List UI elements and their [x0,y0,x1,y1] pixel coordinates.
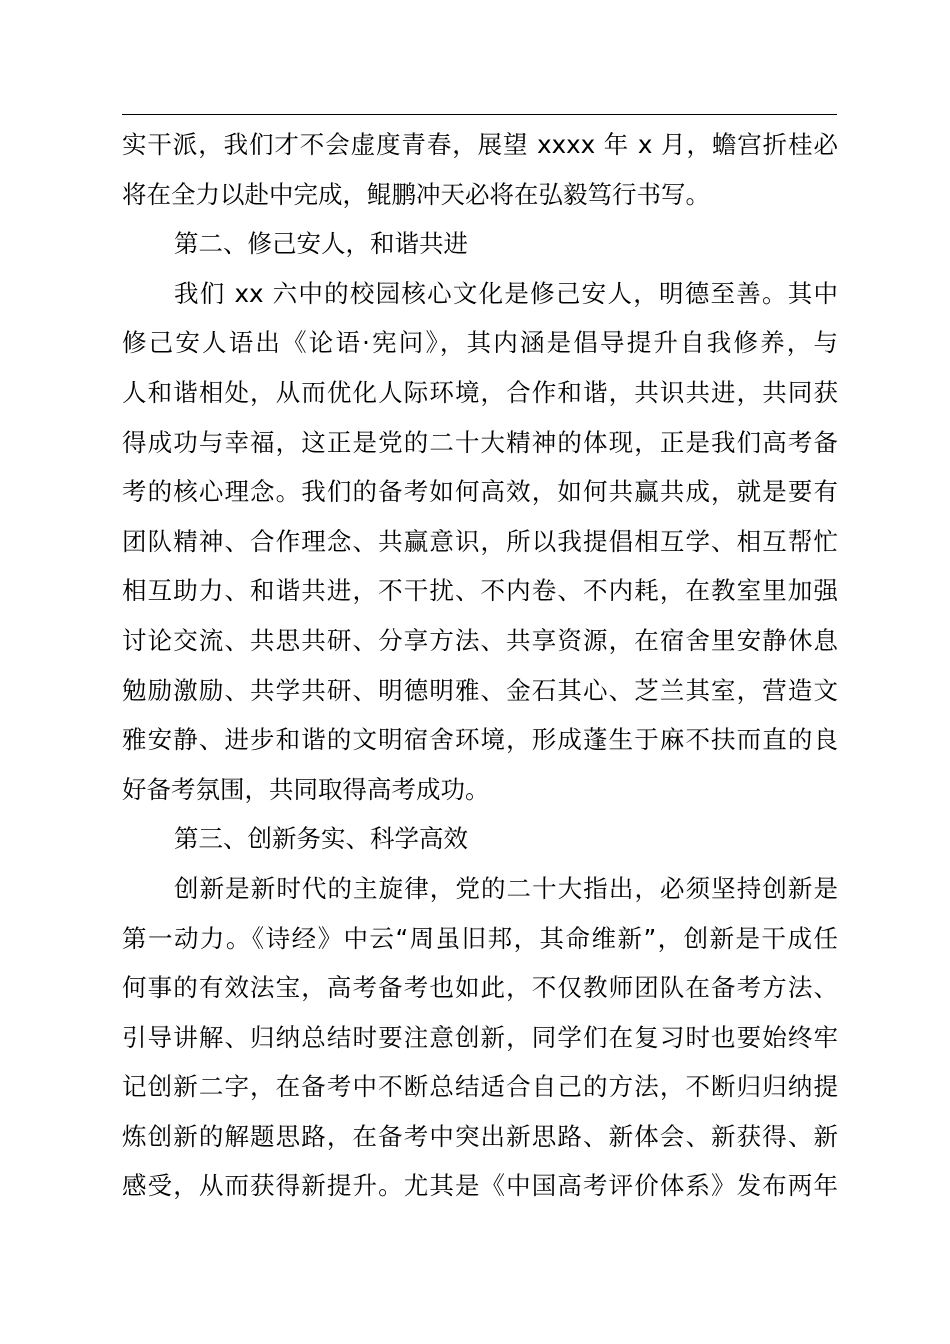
text-line: 感受，从而获得新提升。尤其是《中国高考评价体系》发布两年 [122,1171,838,1201]
text-line: 好备考氛围，共同取得高考成功。 [122,774,490,804]
header-rule [122,114,837,115]
text-line: 勉励激励、共学共研、明德明雅、金石其心、芝兰其室，营造文 [122,675,838,705]
text-line: 人和谐相处，从而优化人际环境，合作和谐，共识共进，共同获 [122,377,838,407]
text-line: 第一动力。《诗经》中云“周虽旧邦，其命维新”，创新是干成任 [122,923,838,953]
text-line: 记创新二字，在备考中不断总结适合自己的方法，不断归归纳提 [122,1072,838,1102]
text-line: 相互助力、和谐共进，不干扰、不内卷、不内耗，在教室里加强 [122,576,838,606]
text-line: 炼创新的解题思路，在备考中突出新思路、新体会、新获得、新 [122,1121,838,1151]
text-line: 雅安静、进步和谐的文明宿舍环境，形成蓬生于麻不扶而直的良 [122,725,838,755]
section-heading: 第二、修己安人，和谐共进 [174,229,468,259]
text-line: 得成功与幸福，这正是党的二十大精神的体现，正是我们高考备 [122,427,838,457]
text-line: 我们 xx 六中的校园核心文化是修己安人，明德至善。其中 [174,278,838,308]
text-line: 将在全力以赴中完成，鲲鹏冲天必将在弘毅笃行书写。 [122,179,710,209]
text-line: 引导讲解、归纳总结时要注意创新，同学们在复习时也要始终牢 [122,1022,838,1052]
text-line: 团队精神、合作理念、共赢意识，所以我提倡相互学、相互帮忙 [122,526,838,556]
section-heading: 第三、创新务实、科学高效 [174,824,468,854]
body-text [122,120,838,1211]
text-line: 实干派，我们才不会虚度青春，展望 xxxx 年 x 月，蟾宫折桂必 [122,130,838,159]
text-line: 修己安人语出《论语·宪问》，其内涵是倡导提升自我修养，与 [122,328,838,358]
text-line: 考的核心理念。我们的备考如何高效，如何共赢共成，就是要有 [122,477,838,507]
text-line: 何事的有效法宝，高考备考也如此，不仅教师团队在备考方法、 [122,973,838,1003]
text-line: 讨论交流、共思共研、分享方法、共享资源，在宿舍里安静休息 [122,625,838,655]
text-line: 创新是新时代的主旋律，党的二十大指出，必须坚持创新是 [174,873,838,903]
